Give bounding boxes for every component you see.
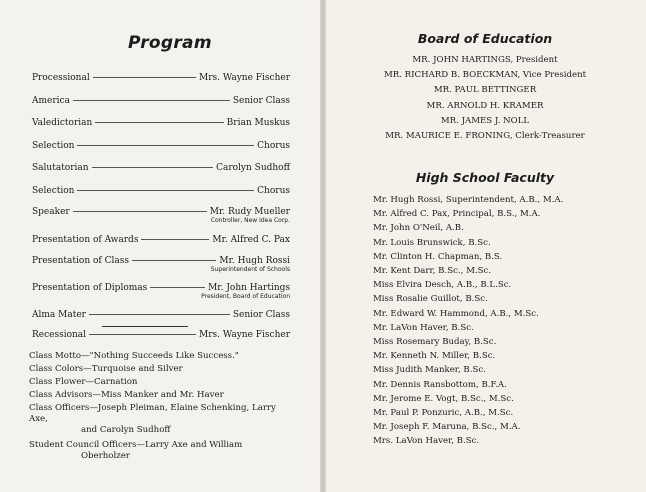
program-row bbox=[32, 118, 290, 141]
dotted-leader bbox=[92, 167, 213, 168]
right-page bbox=[324, 0, 646, 492]
left-page bbox=[0, 0, 322, 492]
board-member: MR. JAMES J. NOLL bbox=[440, 115, 530, 126]
faculty-member: Mr. Jerome E. Vogt, B.Sc., M.Sc. bbox=[373, 393, 514, 404]
info-line-continued: Oberholzer bbox=[81, 451, 130, 461]
program-performer: Chorus bbox=[257, 140, 290, 151]
class-colors bbox=[29, 364, 291, 375]
program-list bbox=[32, 73, 290, 350]
program-performer: Mr. Alfred C. Pax bbox=[212, 234, 290, 245]
program-item: Salutatorian bbox=[32, 163, 89, 173]
program-item: Processional bbox=[32, 73, 90, 83]
program-performer: Mr. Hugh Rossi bbox=[219, 255, 290, 266]
program-item: Presentation of Class bbox=[32, 255, 129, 266]
dotted-leader bbox=[141, 239, 209, 240]
info-line: Student Council Officers—Larry Axe and William bbox=[29, 440, 243, 450]
program-row bbox=[32, 235, 290, 256]
board-title: Board of Education bbox=[417, 31, 553, 46]
faculty-list bbox=[373, 193, 635, 449]
dotted-leader bbox=[132, 260, 216, 261]
board-list bbox=[324, 53, 646, 144]
board-member: MR. ARNOLD H. KRAMER bbox=[426, 100, 544, 111]
class-motto bbox=[29, 351, 291, 362]
dotted-leader bbox=[77, 145, 254, 146]
dotted-leader bbox=[77, 190, 254, 191]
dotted-leader bbox=[89, 314, 230, 315]
class-advisors bbox=[29, 390, 291, 401]
program-performer: Mrs. Wayne Fischer bbox=[199, 73, 290, 83]
program-item: Speaker bbox=[32, 206, 70, 217]
faculty-member: Mr. Paul P. Ponzuric, A.B., M.Sc. bbox=[373, 408, 514, 419]
info-line: Class Colors—Turquoise and Silver bbox=[29, 364, 183, 374]
program-row bbox=[32, 283, 290, 310]
class-info bbox=[29, 351, 291, 464]
dotted-leader bbox=[89, 334, 196, 335]
program-item: Alma Mater bbox=[32, 309, 86, 320]
program-row bbox=[32, 207, 290, 235]
dotted-leader bbox=[73, 211, 207, 212]
faculty-member: Mr. LaVon Haver, B.Sc. bbox=[373, 322, 474, 333]
program-item: Presentation of Awards bbox=[32, 234, 139, 245]
program-performer: Senior Class bbox=[232, 95, 290, 106]
program-performer: Chorus bbox=[257, 185, 290, 196]
program-row bbox=[32, 163, 290, 186]
program-performer: Senior Class bbox=[232, 309, 290, 320]
program-item: Selection bbox=[32, 185, 75, 196]
faculty-member: Mr. Alfred C. Pax, Principal, B.S., M.A. bbox=[373, 209, 541, 220]
faculty-member: Miss Rosalie Guillot, B.Sc. bbox=[373, 294, 488, 305]
board-member: MR. PAUL BETTINGER bbox=[433, 85, 537, 96]
faculty-member: Mr. Kenneth N. Miller, B.Sc. bbox=[373, 351, 496, 362]
program-row bbox=[32, 186, 290, 207]
program-title: Program bbox=[128, 33, 212, 53]
program-performer: Brian Muskus bbox=[226, 118, 290, 128]
faculty-member: Mr. Clinton H. Chapman, B.S. bbox=[373, 251, 503, 262]
program-performer: Mr. Rudy Mueller bbox=[209, 206, 290, 217]
page-fold bbox=[320, 0, 326, 492]
program-item: Recessional bbox=[32, 329, 87, 340]
board-member: MR. RICHARD B. BOECKMAN, Vice President bbox=[383, 70, 587, 81]
section-divider bbox=[102, 326, 188, 327]
faculty-member: Mr. Louis Brunswick, B.Sc. bbox=[373, 237, 491, 248]
program-row bbox=[32, 141, 290, 164]
info-line: Class Advisors—Miss Manker and Mr. Haver bbox=[29, 390, 224, 400]
dotted-leader bbox=[93, 77, 196, 78]
faculty-member: Miss Judith Manker, B.Sc. bbox=[373, 365, 486, 376]
faculty-member: Miss Elvira Desch, A.B., B.L.Sc. bbox=[373, 280, 512, 291]
performer-note: Controller, New Idea Corp. bbox=[210, 216, 290, 224]
dotted-leader bbox=[150, 287, 205, 288]
faculty-member: Mr. Kent Darr, B.Sc., M.Sc. bbox=[373, 266, 492, 277]
performer-note: Superintendent of Schools bbox=[210, 265, 290, 273]
program-row bbox=[32, 256, 290, 283]
faculty-member: Mr. John O'Neil, A.B. bbox=[373, 223, 464, 234]
program-performer: Carolyn Sudhoff bbox=[216, 163, 290, 173]
program-item: Valedictorian bbox=[32, 118, 93, 128]
dotted-leader bbox=[73, 100, 230, 101]
program-performer: Mr. John Hartings bbox=[208, 282, 290, 293]
faculty-member: Mr. Hugh Rossi, Superintendent, A.B., M.A. bbox=[373, 195, 564, 205]
program-row bbox=[32, 330, 290, 350]
class-officers bbox=[29, 403, 291, 436]
program-row bbox=[32, 96, 290, 119]
performer-note: President, Board of Education bbox=[201, 292, 290, 300]
student-council-officers bbox=[29, 440, 291, 462]
faculty-member: Mrs. LaVon Haver, B.Sc. bbox=[373, 436, 480, 447]
faculty-member: Mr. Dennis Ransbottom, B.F.A. bbox=[373, 379, 507, 390]
program-item: Presentation of Diplomas bbox=[32, 282, 148, 293]
info-line-continued: and Carolyn Sudhoff bbox=[81, 425, 171, 435]
info-line: Class Motto—"Nothing Succeeds Like Success." bbox=[29, 351, 239, 361]
info-line: Class Flower—Carnation bbox=[29, 377, 138, 387]
faculty-member: Mr. Joseph F. Maruna, B.Sc., M.A. bbox=[373, 422, 521, 433]
info-line: Class Officers—Joseph Pleiman, Elaine Schenking, Larry Axe, bbox=[29, 403, 276, 424]
program-row bbox=[32, 73, 290, 96]
class-flower bbox=[29, 377, 291, 388]
board-member: MR. MAURICE E. FRONING, Clerk-Treasurer bbox=[385, 131, 585, 142]
program-item: America bbox=[32, 95, 70, 106]
faculty-member: Miss Rosemary Buday, B.Sc. bbox=[373, 337, 497, 348]
program-item: Selection bbox=[32, 140, 75, 151]
program-performer: Mrs. Wayne Fischer bbox=[199, 329, 290, 340]
faculty-title: High School Faculty bbox=[415, 170, 555, 185]
faculty-member: Mr. Edward W. Hammond, A.B., M.Sc. bbox=[373, 308, 539, 319]
board-member: MR. JOHN HARTINGS, President bbox=[412, 55, 558, 65]
dotted-leader bbox=[95, 122, 223, 123]
